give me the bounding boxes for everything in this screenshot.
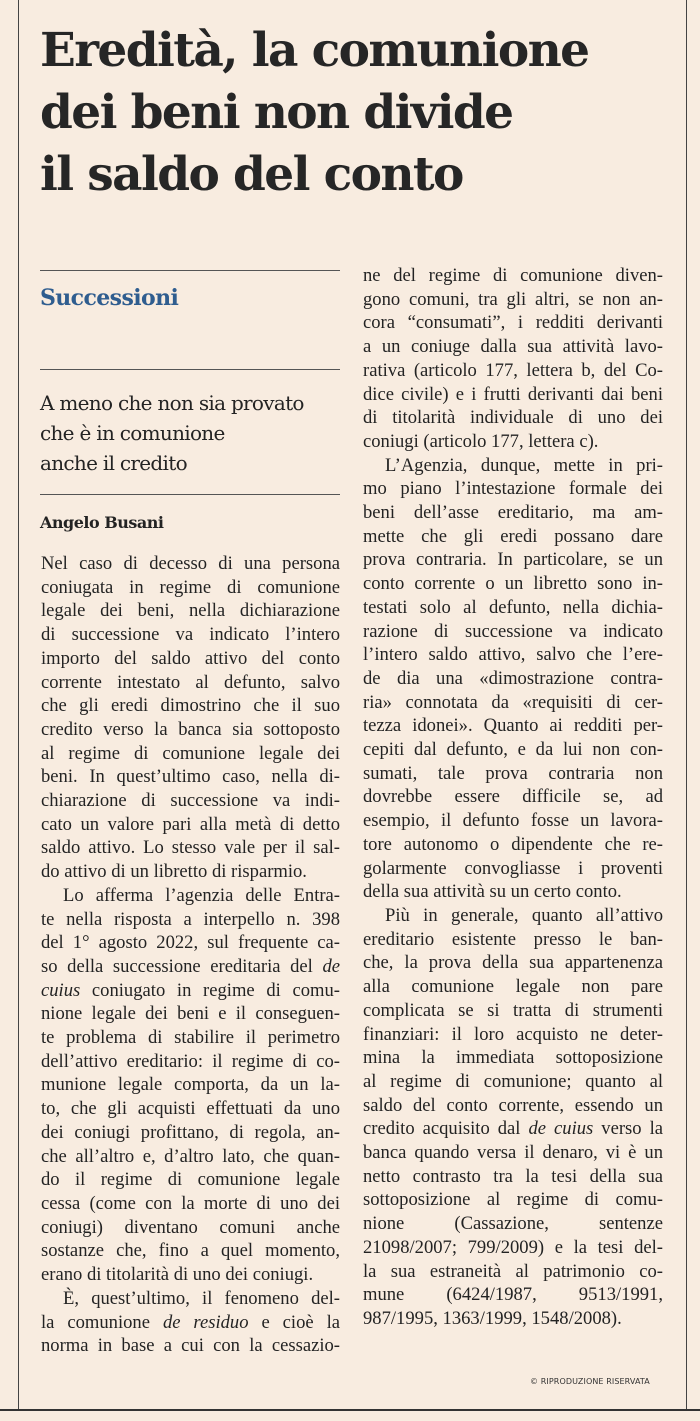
text-line: importo del saldo attivo del conto bbox=[41, 647, 340, 669]
article-paragraph bbox=[41, 884, 340, 1287]
text-line: Più in generale, quanto all’attivo bbox=[385, 904, 663, 926]
text-line: mina la immediata sottoposizione bbox=[363, 1047, 663, 1069]
article-paragraph bbox=[363, 454, 663, 904]
text-line: munione legale comporta, da un la- bbox=[41, 1074, 340, 1096]
text-line: so della successione ereditaria del de bbox=[41, 955, 340, 977]
text-line: dovrebbe essere difficile se, ad bbox=[363, 786, 663, 808]
text-line: esempio, il defunto fosse un lavora- bbox=[363, 810, 663, 832]
text-line: saldo del conto corrente, essendo un bbox=[363, 1094, 663, 1116]
text-line: credito verso la banca sia sottoposto bbox=[41, 718, 340, 740]
text-line: la comunione de residuo e cioè la bbox=[41, 1311, 340, 1333]
text-line: te nella risposta a interpello n. 398 bbox=[41, 908, 340, 930]
text-line: prova contraria. In particolare, se un bbox=[363, 549, 663, 571]
copyright-notice: © RIPRODUZIONE RISERVATA bbox=[530, 1377, 650, 1386]
text-line: banca quando versa il denaro, vi è un bbox=[363, 1142, 663, 1164]
text-line: corrente intestato al defunto, salvo bbox=[41, 671, 340, 693]
text-line: È, quest’ultimo, il fenomeno del- bbox=[63, 1287, 340, 1309]
subtitle-line: anche il credito bbox=[40, 451, 187, 475]
text-line: erano di titolarità di uno dei coniugi. bbox=[41, 1264, 314, 1286]
text-line: tore autonomo o dipendente che re- bbox=[363, 833, 663, 855]
text-line: tezza idonei». Quanto ai redditi per- bbox=[363, 715, 663, 737]
article-body-left bbox=[41, 552, 340, 1358]
text-line: di successione va indicato l’intero bbox=[41, 624, 340, 646]
text-line: Nel caso di decesso di una persona bbox=[41, 553, 340, 574]
text-line: do il regime di comunione legale bbox=[41, 1169, 340, 1191]
divider bbox=[40, 494, 340, 495]
text-line: 21098/2007; 799/2009) e la tesi del- bbox=[363, 1236, 663, 1258]
text-line: mette che gli eredi possano dare bbox=[363, 525, 663, 547]
text-line: credito acquisito dal de cuius verso la bbox=[363, 1118, 663, 1140]
text-line: norma in base a cui con la cessazio- bbox=[41, 1335, 340, 1357]
article-paragraph bbox=[41, 552, 340, 884]
text-line: alla comunione legale non pare bbox=[363, 976, 663, 998]
text-line: netto contrasto tra la tesi della sua bbox=[363, 1165, 663, 1187]
text-line: nione (Cassazione, sentenze bbox=[363, 1213, 663, 1235]
text-line: Lo afferma l’agenzia delle Entra- bbox=[63, 884, 340, 906]
text-line: della sua attività su un certo conto. bbox=[363, 881, 622, 903]
text-line: ne del regime di comunione diven- bbox=[363, 265, 663, 286]
text-line: ereditario esistente presso le ban- bbox=[363, 928, 663, 950]
text-line: do attivo di un libretto di risparmio. bbox=[41, 861, 307, 883]
text-line: razione di successione va indicato bbox=[363, 620, 663, 642]
text-line: mune (6424/1987, 9513/1991, bbox=[363, 1284, 663, 1306]
text-line: te problema di stabilire il perimetro bbox=[41, 1027, 340, 1049]
text-line: complicata se si tratta di strumenti bbox=[363, 999, 663, 1021]
text-line: dei coniugi profittano, di regola, an- bbox=[41, 1121, 340, 1143]
right-column-rule bbox=[686, 0, 687, 1410]
text-line: cessa (come con la morte di uno dei bbox=[41, 1192, 340, 1214]
article-paragraph bbox=[363, 904, 663, 1331]
text-line: la sua estraneità al patrimonio co- bbox=[363, 1260, 663, 1282]
text-line: L’Agenzia, dunque, mette in pri- bbox=[385, 454, 663, 476]
text-line: l’intero saldo attivo, salvo che l’ere- bbox=[363, 644, 663, 666]
text-line: coniugi) diventano comuni anche bbox=[41, 1216, 340, 1238]
text-line: finanziari: il loro acquisto ne deter- bbox=[363, 1023, 663, 1045]
article-paragraph bbox=[41, 1287, 340, 1358]
text-line: conto corrente o un libretto sono in- bbox=[363, 573, 663, 595]
text-line: coniugi (articolo 177, lettera c). bbox=[363, 430, 599, 452]
text-line: de dia una «dimostrazione contra- bbox=[363, 667, 663, 689]
divider bbox=[40, 270, 340, 271]
article-sidebar-meta bbox=[40, 270, 340, 532]
text-line: gono comuni, tra gli altri, se non an- bbox=[363, 288, 663, 310]
text-line: di titolarità individuale di uno dei bbox=[363, 407, 663, 429]
text-line: saldo attivo. Lo stesso vale per il sal- bbox=[41, 837, 340, 859]
text-line: a un coniuge dalla sua attività lavo- bbox=[363, 336, 663, 358]
text-line: che all’altro e, d’altro lato, che quan- bbox=[41, 1145, 340, 1167]
text-line: nione legale dei beni e il conseguen- bbox=[41, 1003, 340, 1025]
subtitle-line: che è in comunione bbox=[40, 421, 225, 445]
headline-line: il saldo del conto bbox=[40, 147, 463, 202]
text-line: del 1° agosto 2022, sul frequente ca- bbox=[41, 932, 340, 954]
text-line: sottoposizione al regime di comu- bbox=[363, 1189, 663, 1211]
text-line: testati solo al defunto, nella dichia- bbox=[363, 596, 663, 618]
text-line: che, la prova della sua appartenenza bbox=[363, 952, 663, 974]
subtitle bbox=[40, 388, 340, 478]
text-line: cato un valore pari alla metà di detto bbox=[41, 813, 340, 835]
divider bbox=[40, 369, 340, 370]
headline bbox=[40, 20, 680, 206]
left-column-rule bbox=[18, 0, 19, 1410]
text-line: beni. In quest’ultimo caso, nella di- bbox=[41, 766, 340, 788]
subtitle-line: A meno che non sia provato bbox=[40, 391, 304, 415]
text-line: golarmente convogliasse i proventi bbox=[363, 857, 663, 879]
text-line: cora “consumati”, i redditi derivanti bbox=[363, 312, 663, 334]
text-line: ria» connotata da «requisiti di cer- bbox=[363, 691, 663, 713]
bottom-rule bbox=[0, 1409, 700, 1411]
text-line: al regime di comunione legale dei bbox=[41, 742, 340, 764]
author-byline: Angelo Busani bbox=[40, 513, 164, 532]
text-line: che gli eredi dimostrino che il suo bbox=[41, 695, 340, 717]
text-line: beni dell’asse ereditario, ma am- bbox=[363, 502, 663, 524]
headline-line: dei beni non divide bbox=[40, 85, 513, 140]
text-line: sumati, tale prova contraria non bbox=[363, 762, 663, 784]
text-line: al regime di comunione; quanto al bbox=[363, 1070, 663, 1092]
section-label: Successioni bbox=[40, 285, 179, 311]
text-line: 987/1995, 1363/1999, 1548/2008). bbox=[363, 1307, 622, 1329]
text-line: dice civile) e i frutti derivanti dai beni bbox=[363, 383, 663, 405]
text-line: cuius coniugato in regime di comu- bbox=[41, 979, 340, 1001]
text-line: to, che gli acquisti effettuati da uno bbox=[41, 1098, 340, 1120]
article-body-right bbox=[363, 264, 663, 1331]
text-line: chiarazione di successione va indi- bbox=[41, 790, 340, 812]
text-line: mo piano l’intestazione formale dei bbox=[363, 478, 663, 500]
text-line: legale dei beni, nella dichiarazione bbox=[41, 600, 340, 622]
text-line: cepiti dal defunto, e da lui non con- bbox=[363, 739, 663, 761]
article-paragraph bbox=[363, 264, 663, 454]
headline-line: Eredità, la comunione bbox=[40, 23, 589, 78]
text-line: sostanze che, fino a quel momento, bbox=[41, 1240, 340, 1262]
text-line: coniugata in regime di comunione bbox=[41, 576, 340, 598]
text-line: dell’attivo ereditario: il regime di co- bbox=[41, 1050, 340, 1072]
text-line: rativa (articolo 177, lettera b, del Co- bbox=[363, 359, 663, 381]
